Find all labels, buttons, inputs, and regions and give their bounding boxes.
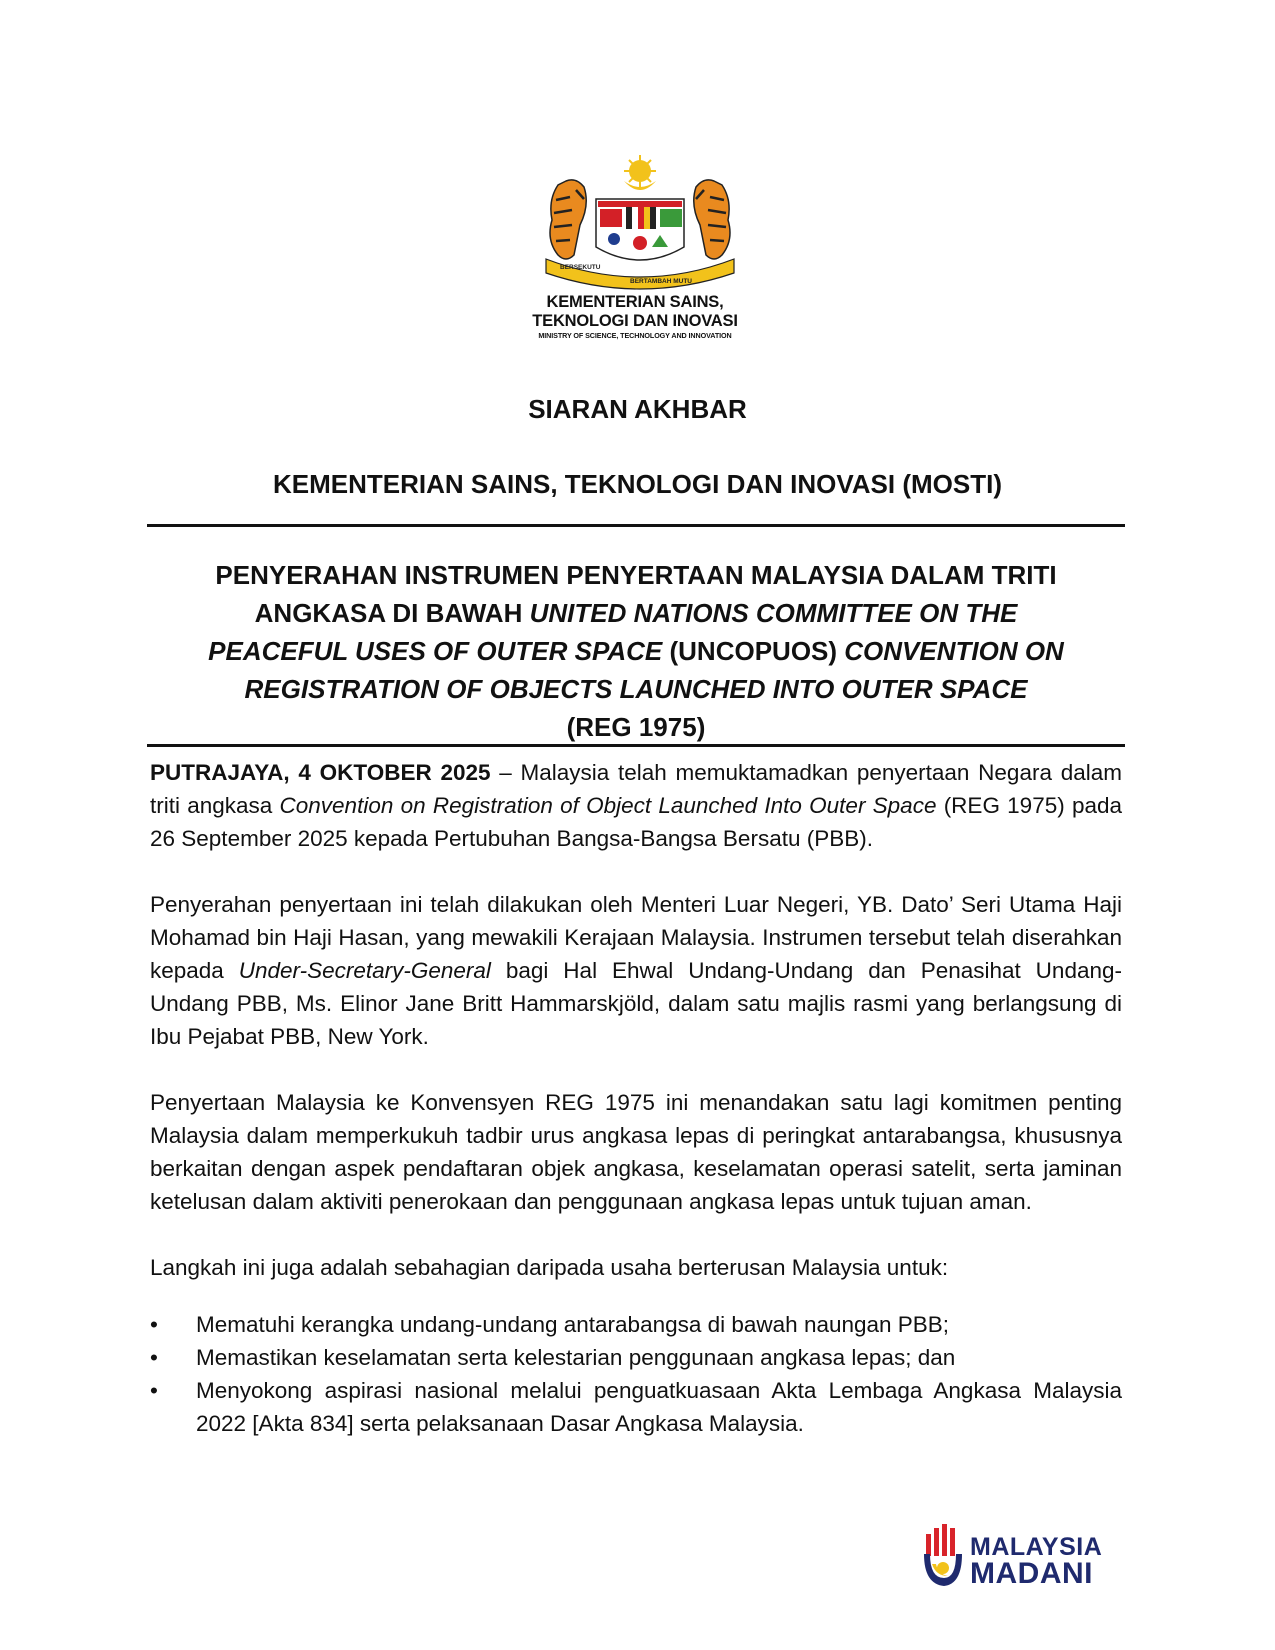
ministry-logo-english: MINISTRY OF SCIENCE, TECHNOLOGY AND INNOVATION — [538, 331, 732, 340]
title-divider — [147, 744, 1125, 747]
crest-motto-left: BERSEKUTU — [560, 264, 601, 271]
coat-of-arms-logo — [540, 155, 740, 290]
madani-logo-line2: MADANI — [970, 1557, 1093, 1590]
crest-motto-right: BERTAMBAH MUTU — [630, 278, 692, 285]
ministry-logo-line2: TEKNOLOGI DAN INOVASI — [532, 312, 738, 330]
malaysia-madani-logo — [918, 1520, 1118, 1590]
issuing-ministry-heading: KEMENTERIAN SAINS, TEKNOLOGI DAN INOVASI (MOSTI) — [273, 469, 1002, 499]
crest-shield-icon — [596, 199, 684, 260]
ministry-logo-text — [505, 293, 765, 341]
title-line-5: (REG 1975) — [566, 712, 706, 742]
motto-ribbon — [546, 259, 734, 289]
bullet-icon: • — [150, 1345, 158, 1370]
release-title — [147, 556, 1125, 746]
paragraph-2: Penyerahan penyertaan ini telah dilakukan oleh Menteri Luar Negeri, YB. Dato’ Seri Utama Haji Mohamad bin Haji Hasan, yang mewakili Kerajaan Malaysia. Instrumen tersebut telah diserahkan kepada Under-Secretary-General bagi Hal Ehwal Undang-Undang dan Penasihat Undang-Undang PBB, Ms. Elinor Jane Britt Hammarskjöld, dalam satu majlis rasmi yang berlangsung di Ibu Pejabat PBB, New York. — [150, 892, 1122, 1049]
madani-emblem-icon — [918, 1520, 968, 1590]
list-item: • Menyokong aspirasi nasional melalui penguatkuasaan Akta Lembaga Angkasa Malaysia 2022 [Akta 834] serta pelaksanaan Dasar Angkasa Malaysia. — [150, 1374, 1122, 1440]
bullet-icon: • — [150, 1312, 158, 1337]
ministry-logo-line1: KEMENTERIAN SAINS, — [546, 293, 724, 311]
left-tiger-icon — [550, 180, 586, 259]
right-tiger-icon — [694, 180, 730, 259]
commitment-list — [150, 1308, 1122, 1440]
madani-logo-line1: MALAYSIA — [970, 1533, 1103, 1561]
paragraph-4: Langkah ini juga adalah sebahagian daripada usaha berterusan Malaysia untuk: — [150, 1255, 949, 1280]
title-line-2: ANGKASA DI BAWAH UNITED NATIONS COMMITTEE ON THE — [254, 598, 1018, 628]
title-line-4: REGISTRATION OF OBJECTS LAUNCHED INTO OUTER SPACE — [244, 674, 1028, 704]
list-item: • Memastikan keselamatan serta kelestarian penggunaan angkasa lepas; dan — [150, 1341, 1122, 1374]
dateline: PUTRAJAYA, 4 OKTOBER 2025 — [150, 760, 491, 785]
release-body — [150, 756, 1122, 1440]
bullet-icon: • — [150, 1378, 158, 1403]
title-line-3: PEACEFUL USES OF OUTER SPACE (UNCOPUOS) CONVENTION ON — [208, 636, 1064, 666]
top-divider — [147, 524, 1125, 527]
document-type-heading: SIARAN AKHBAR — [528, 394, 747, 424]
title-line-1: PENYERAHAN INSTRUMEN PENYERTAAN MALAYSIA DALAM TRITI — [215, 560, 1057, 590]
paragraph-3: Penyertaan Malaysia ke Konvensyen REG 1975 ini menandakan satu lagi komitmen penting Malaysia dalam memperkukuh tadbir urus angkasa lepas di peringkat antarabangsa, khususnya berkaitan dengan aspek pendaftaran objek angkasa, keselamatan operasi satelit, serta jaminan ketelusan dalam aktiviti penerokaan dan penggunaan angkasa lepas untuk tujuan aman. — [150, 1090, 1122, 1214]
crest-star-icon — [624, 155, 656, 190]
list-item: • Mematuhi kerangka undang-undang antarabangsa di bawah naungan PBB; — [150, 1308, 1122, 1341]
paragraph-1: PUTRAJAYA, 4 OKTOBER 2025 – Malaysia telah memuktamadkan penyertaan Negara dalam triti angkasa Convention on Registration of Object Launched Into Outer Space (REG 1975) pada 26 September 2025 kepada Pertubuhan Bangsa-Bangsa Bersatu (PBB). — [150, 760, 1122, 851]
